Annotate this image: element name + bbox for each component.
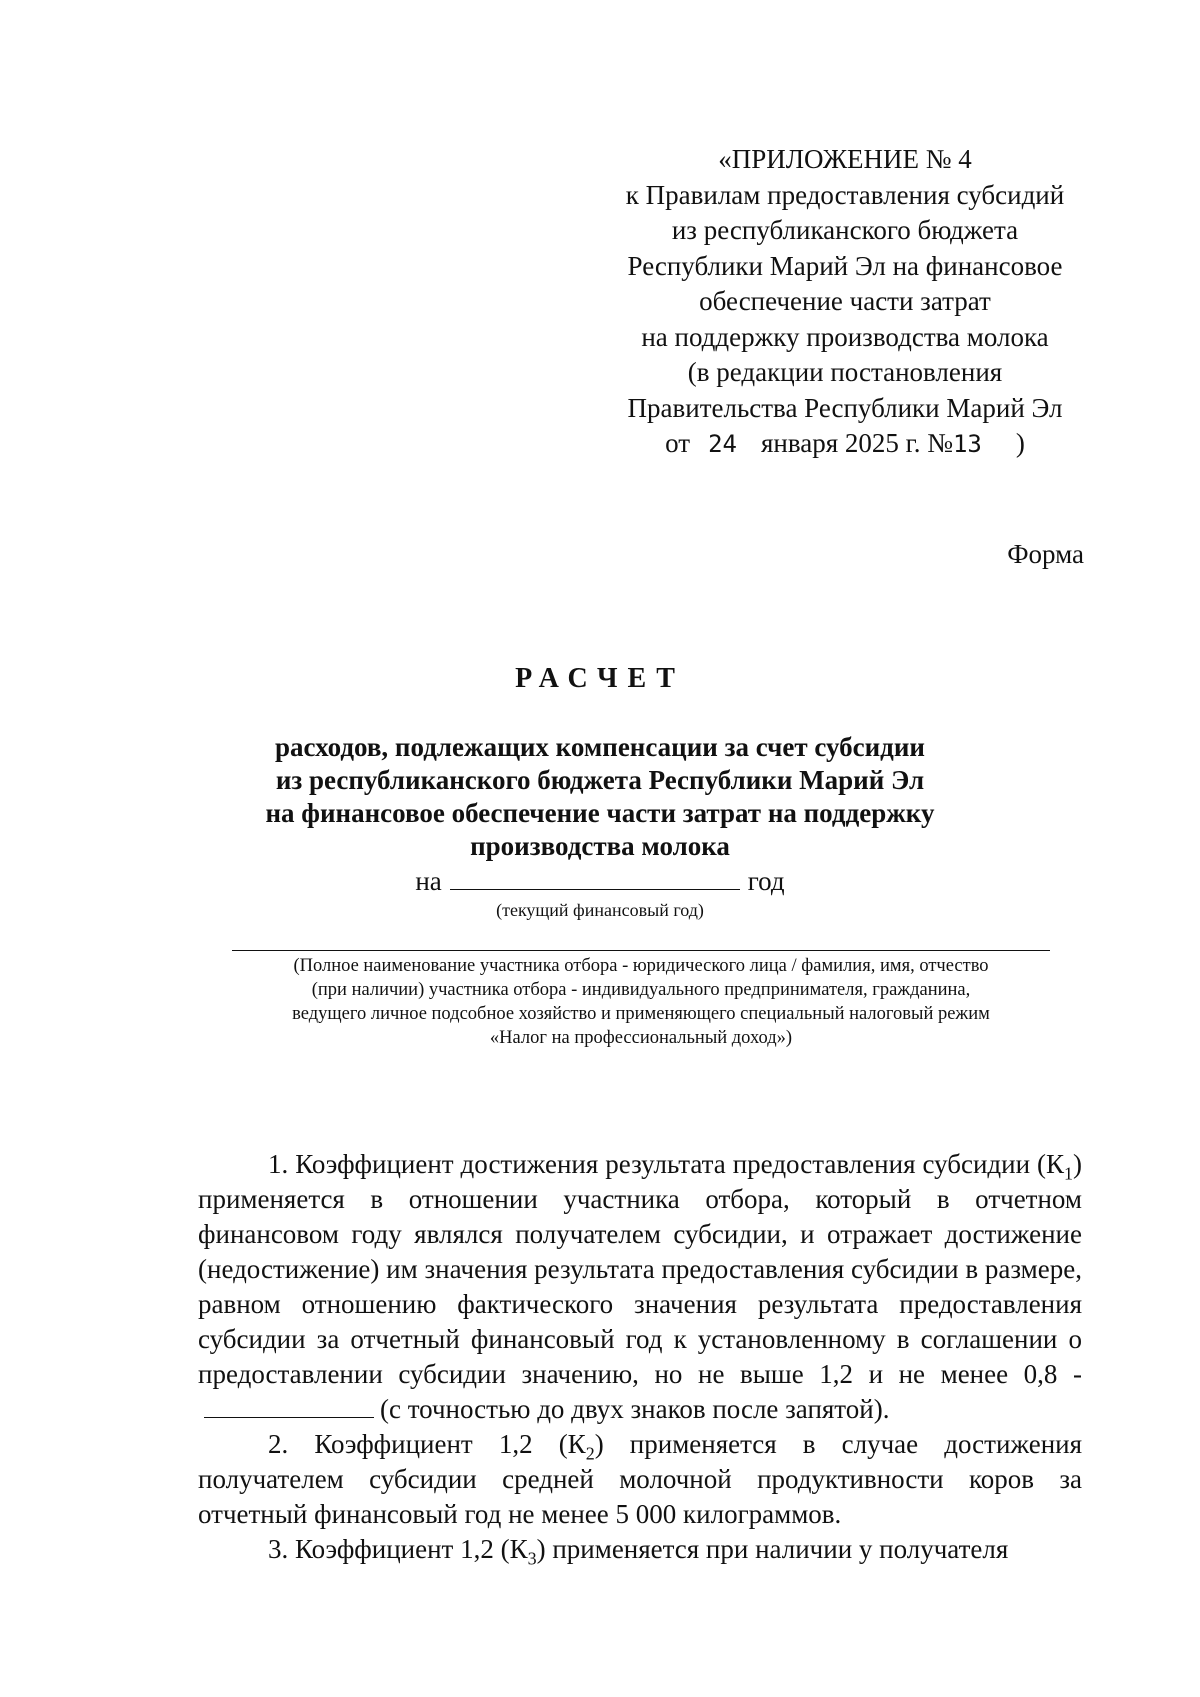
participant-caption-line: (при наличии) участника отбора - индивидуального предпринимателя, гражданина, bbox=[311, 980, 971, 1000]
paragraph-1 bbox=[198, 1147, 1082, 1427]
subscript: 3 bbox=[527, 1548, 537, 1569]
paragraph-text: (с точностью до двух знаков после запятой). bbox=[380, 1394, 890, 1424]
decree-number: 13 bbox=[952, 430, 982, 458]
paragraph-number: 2. bbox=[268, 1429, 289, 1459]
form-label: Форма bbox=[1007, 539, 1084, 569]
date-month-year: января 2025 г. № bbox=[761, 428, 953, 458]
appendix-line: обеспечение части затрат bbox=[699, 286, 991, 316]
year-line bbox=[0, 865, 1200, 897]
participant-caption-line: ведущего личное подсобное хозяйство и применяющего специальный налоговый режим bbox=[292, 1004, 990, 1024]
paragraph-number: 3. bbox=[268, 1534, 289, 1564]
paragraph-2 bbox=[198, 1427, 1082, 1532]
paragraph-number: 1. bbox=[268, 1149, 289, 1179]
subscript: 1 bbox=[1064, 1163, 1074, 1184]
document-subtitle bbox=[200, 731, 1000, 863]
year-caption: (текущий финансовый год) bbox=[496, 900, 704, 920]
appendix-line: Республики Марий Эл на финансовое bbox=[627, 250, 1063, 281]
paragraph-text: Коэффициент 1,2 (К bbox=[314, 1429, 586, 1459]
participant-caption-line: «Налог на профессиональный доход») bbox=[489, 1028, 793, 1048]
appendix-line: Правительства Республики Марий Эл bbox=[627, 392, 1063, 423]
appendix-line: к Правилам предоставления субсидий bbox=[625, 179, 1065, 210]
date-prefix: от bbox=[665, 428, 691, 458]
subtitle-line: расходов, подлежащих компенсации за счет субсидии bbox=[275, 732, 925, 762]
subtitle-line: на финансовое обеспечение части затрат на поддержку bbox=[265, 798, 935, 828]
subtitle-line: из республиканского бюджета Республики Марий Эл bbox=[275, 765, 925, 795]
appendix-line: на поддержку производства молока bbox=[641, 321, 1049, 352]
year-blank-field[interactable] bbox=[450, 867, 740, 890]
paragraph-text: Коэффициент достижения результата предоставления субсидии (К bbox=[295, 1149, 1065, 1179]
participant-caption bbox=[230, 954, 1052, 1050]
coefficient-blank-field[interactable] bbox=[204, 1395, 374, 1418]
year-suffix: год bbox=[747, 866, 785, 896]
participant-caption-line: (Полное наименование участника отбора - юридического лица / фамилия, имя, отчество bbox=[293, 956, 989, 976]
date-close-paren: ) bbox=[1015, 428, 1025, 458]
paragraph-text: ) применяется в отношении участника отбора, который в отчетном финансовом году являлся получателем субсидии, и отражает достижение (недостижение) им значения результата предоставления субсидии в размере, равном отношению фактического значения результата предоставления субсидии за отчетный финансовый год к установленному в соглашении о предоставлении субсидии значению, но не выше 1,2 и не менее 0,8 - bbox=[198, 1149, 1083, 1389]
subtitle-line: производства молока bbox=[470, 831, 730, 861]
participant-name-field[interactable] bbox=[232, 950, 1050, 951]
appendix-line: (в редакции постановления bbox=[687, 357, 1003, 387]
appendix-header bbox=[610, 142, 1080, 463]
paragraph-text: Коэффициент 1,2 (К bbox=[295, 1534, 528, 1564]
paragraph-text: ) применяется при наличии у получателя bbox=[536, 1534, 1009, 1564]
appendix-line: «ПРИЛОЖЕНИЕ № 4 bbox=[718, 144, 972, 174]
paragraph-3 bbox=[198, 1532, 1082, 1567]
appendix-date-line bbox=[610, 426, 1080, 463]
subscript: 2 bbox=[585, 1443, 595, 1464]
appendix-line: из республиканского бюджета bbox=[671, 215, 1019, 245]
date-day: 24 bbox=[708, 430, 737, 458]
year-prefix: на bbox=[415, 866, 442, 896]
document-title: РАСЧЕТ bbox=[515, 663, 685, 694]
paragraph-text: ) применяется в случае достижения получателем субсидии средней молочной продуктивности коров за отчетный финансовый год не менее 5 000 килограммов. bbox=[198, 1429, 1083, 1529]
document-body bbox=[198, 1147, 1082, 1567]
